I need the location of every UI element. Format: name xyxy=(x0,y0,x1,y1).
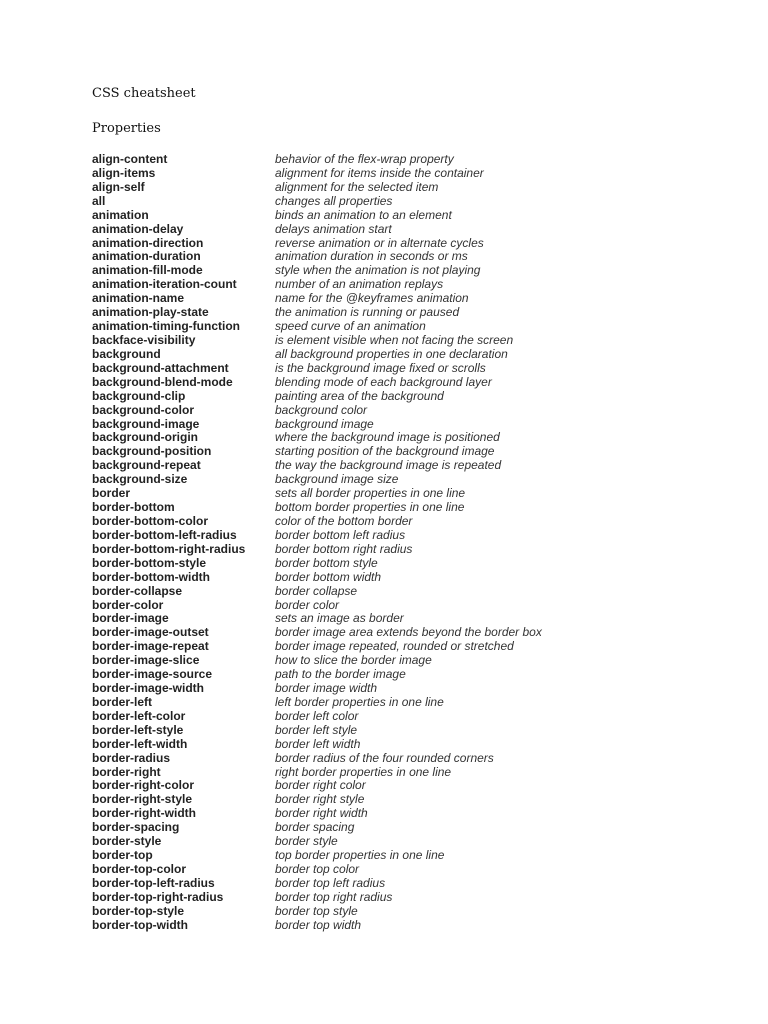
property-row xyxy=(92,626,692,640)
property-name: border-bottom xyxy=(92,500,175,515)
property-name: border-style xyxy=(92,834,162,849)
property-name: border-image-source xyxy=(92,667,213,682)
property-description: border top color xyxy=(275,862,360,877)
property-description: color of the bottom border xyxy=(275,513,413,528)
property-description: sets all border properties in one line xyxy=(275,486,466,501)
property-row xyxy=(92,362,692,376)
property-row xyxy=(92,766,692,780)
property-description: painting area of the background xyxy=(275,388,444,403)
property-name: border-image-width xyxy=(92,681,205,696)
property-row xyxy=(92,612,692,626)
property-description: number of an animation replays xyxy=(275,277,444,292)
document-title: CSS cheatsheet xyxy=(92,86,196,101)
property-name: border-top-style xyxy=(92,903,185,918)
property-description: path to the border image xyxy=(275,667,406,682)
property-row xyxy=(92,807,692,821)
property-description: border bottom width xyxy=(275,569,382,584)
property-description: left border properties in one line xyxy=(275,694,444,709)
property-description: delays animation start xyxy=(275,221,392,236)
property-name: border-right-style xyxy=(92,792,193,807)
property-name: background-size xyxy=(92,472,188,487)
property-description: sets an image as border xyxy=(275,611,404,626)
property-row xyxy=(92,585,692,599)
property-description: background image xyxy=(275,416,374,431)
property-row xyxy=(92,167,692,181)
property-description: border collapse xyxy=(275,583,358,598)
property-row xyxy=(92,821,692,835)
property-name: border-top-right-radius xyxy=(92,889,224,904)
property-row xyxy=(92,348,692,362)
property-description: changes all properties xyxy=(275,193,393,208)
property-name: background xyxy=(92,346,161,361)
property-row xyxy=(92,473,692,487)
property-description: the way the background image is repeated xyxy=(275,458,502,473)
property-description: border left style xyxy=(275,722,358,737)
property-name: align-self xyxy=(92,179,145,194)
property-row xyxy=(92,919,692,933)
property-description: alignment for the selected item xyxy=(275,179,439,194)
property-description: border right width xyxy=(275,806,368,821)
property-row xyxy=(92,738,692,752)
property-name: border-left-color xyxy=(92,708,186,723)
property-description: border spacing xyxy=(275,820,355,835)
property-name: border-right-color xyxy=(92,778,194,793)
property-row xyxy=(92,292,692,306)
property-row xyxy=(92,543,692,557)
property-name: animation-iteration-count xyxy=(92,277,237,292)
property-description: border top style xyxy=(275,903,358,918)
property-row xyxy=(92,223,692,237)
property-description: top border properties in one line xyxy=(275,848,445,863)
property-name: background-origin xyxy=(92,430,198,445)
property-row xyxy=(92,404,692,418)
property-name: animation-fill-mode xyxy=(92,263,203,278)
property-description: border image repeated, rounded or stretched xyxy=(275,639,514,654)
property-name: animation-name xyxy=(92,291,185,306)
property-description: border color xyxy=(275,597,340,612)
property-row xyxy=(92,849,692,863)
property-description: is element visible when not facing the screen xyxy=(275,332,514,347)
property-row xyxy=(92,431,692,445)
property-name: border-right-width xyxy=(92,806,196,821)
property-row xyxy=(92,571,692,585)
property-name: border-image-repeat xyxy=(92,639,209,654)
property-description: border bottom style xyxy=(275,555,378,570)
property-row xyxy=(92,459,692,473)
property-row xyxy=(92,905,692,919)
property-row xyxy=(92,195,692,209)
property-description: border image area extends beyond the border box xyxy=(275,625,542,640)
property-description: behavior of the flex-wrap property xyxy=(275,152,454,166)
property-row xyxy=(92,418,692,432)
property-name: border-bottom-left-radius xyxy=(92,527,237,542)
property-description: all background properties in one declaration xyxy=(275,346,508,361)
property-row xyxy=(92,654,692,668)
property-row xyxy=(92,640,692,654)
property-row xyxy=(92,891,692,905)
property-name: border-radius xyxy=(92,750,171,765)
property-row xyxy=(92,599,692,613)
property-row xyxy=(92,376,692,390)
property-description: border right color xyxy=(275,778,366,793)
property-name: background-repeat xyxy=(92,458,201,473)
property-description: border image width xyxy=(275,681,378,696)
property-name: border xyxy=(92,486,131,501)
property-row xyxy=(92,682,692,696)
property-row xyxy=(92,696,692,710)
property-row xyxy=(92,752,692,766)
property-name: animation-duration xyxy=(92,249,201,264)
property-name: animation-play-state xyxy=(92,305,209,320)
property-description: border right style xyxy=(275,792,365,807)
property-name: border-left-width xyxy=(92,736,188,751)
property-description: right border properties in one line xyxy=(275,764,452,779)
property-name: background-blend-mode xyxy=(92,374,233,389)
property-description: binds an animation to an element xyxy=(275,207,452,222)
property-description: the animation is running or paused xyxy=(275,305,460,320)
property-description: background color xyxy=(275,402,368,417)
property-name: animation-direction xyxy=(92,235,204,250)
property-name: background-color xyxy=(92,402,195,417)
property-name: background-position xyxy=(92,444,212,459)
property-description: border top width xyxy=(275,917,362,932)
property-name: border-image-outset xyxy=(92,625,209,640)
property-name: border-collapse xyxy=(92,583,183,598)
property-row xyxy=(92,334,692,348)
property-description: name for the @keyframes animation xyxy=(275,291,469,306)
property-name: border-image-slice xyxy=(92,653,200,668)
property-row xyxy=(92,153,692,167)
property-row xyxy=(92,320,692,334)
property-name: border-left-style xyxy=(92,722,184,737)
property-row xyxy=(92,515,692,529)
property-row xyxy=(92,863,692,877)
property-name: border-right xyxy=(92,764,161,779)
property-description: is the background image fixed or scrolls xyxy=(275,360,486,375)
property-description: border top right radius xyxy=(275,889,393,904)
property-list xyxy=(92,153,692,933)
property-name: border-bottom-style xyxy=(92,555,206,570)
property-row xyxy=(92,835,692,849)
property-row xyxy=(92,877,692,891)
property-name: align-items xyxy=(92,165,156,180)
property-description: starting position of the background image xyxy=(275,444,495,459)
property-row xyxy=(92,445,692,459)
property-row xyxy=(92,668,692,682)
property-name: backface-visibility xyxy=(92,332,196,347)
property-name: background-attachment xyxy=(92,360,229,375)
property-name: animation-timing-function xyxy=(92,319,240,334)
property-row xyxy=(92,390,692,404)
property-row xyxy=(92,487,692,501)
property-row xyxy=(92,237,692,251)
property-name: border-left xyxy=(92,694,152,709)
property-description: blending mode of each background layer xyxy=(275,374,492,389)
property-name: border-image xyxy=(92,611,169,626)
property-name: align-content xyxy=(92,152,168,166)
property-row xyxy=(92,306,692,320)
property-name: background-image xyxy=(92,416,200,431)
property-description: border radius of the four rounded corners xyxy=(275,750,494,765)
property-name: border-top-color xyxy=(92,862,186,877)
property-description: border left width xyxy=(275,736,361,751)
property-name: border-top xyxy=(92,848,153,863)
property-name: border-bottom-right-radius xyxy=(92,541,246,556)
property-name: animation xyxy=(92,207,149,222)
property-row xyxy=(92,710,692,724)
property-name: all xyxy=(92,193,106,208)
property-row xyxy=(92,779,692,793)
property-name: border-top-left-radius xyxy=(92,875,215,890)
property-row xyxy=(92,501,692,515)
property-name: border-top-width xyxy=(92,917,188,932)
property-description: border bottom right radius xyxy=(275,541,413,556)
property-description: reverse animation or in alternate cycles xyxy=(275,235,484,250)
property-description: where the background image is positioned xyxy=(275,430,500,445)
property-name: border-color xyxy=(92,597,164,612)
property-row xyxy=(92,250,692,264)
property-row xyxy=(92,264,692,278)
property-name: animation-delay xyxy=(92,221,184,236)
property-description: speed curve of an animation xyxy=(275,319,426,334)
property-row xyxy=(92,181,692,195)
property-description: border style xyxy=(275,834,338,849)
property-name: border-bottom-color xyxy=(92,513,208,528)
property-description: bottom border properties in one line xyxy=(275,500,465,515)
property-description: style when the animation is not playing xyxy=(275,263,481,278)
property-description: how to slice the border image xyxy=(275,653,432,668)
property-name: background-clip xyxy=(92,388,186,403)
property-description: alignment for items inside the container xyxy=(275,165,484,180)
property-name: border-spacing xyxy=(92,820,180,835)
property-row xyxy=(92,209,692,223)
property-description: animation duration in seconds or ms xyxy=(275,249,468,264)
property-description: border bottom left radius xyxy=(275,527,406,542)
section-title: Properties xyxy=(92,121,161,136)
property-row xyxy=(92,278,692,292)
property-row xyxy=(92,724,692,738)
property-row xyxy=(92,529,692,543)
property-name: border-bottom-width xyxy=(92,569,210,584)
property-row xyxy=(92,793,692,807)
property-description: border left color xyxy=(275,708,359,723)
property-description: background image size xyxy=(275,472,399,487)
property-row xyxy=(92,557,692,571)
property-description: border top left radius xyxy=(275,875,386,890)
